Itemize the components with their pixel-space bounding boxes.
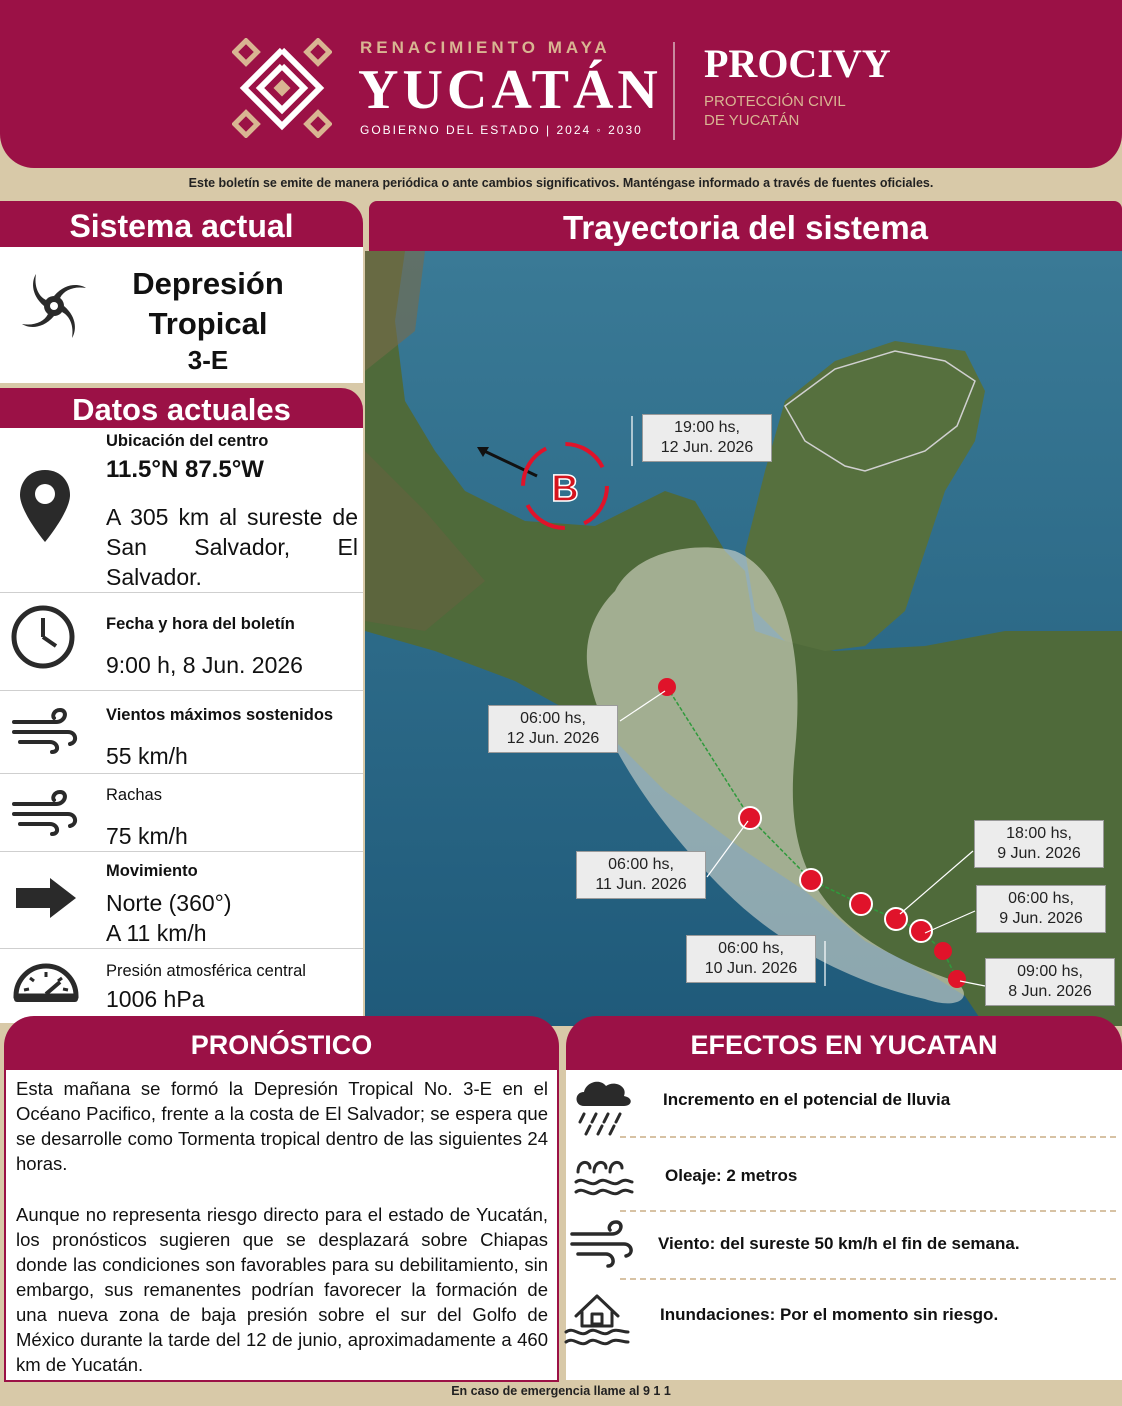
pronostico-title: PRONÓSTICO — [4, 1016, 559, 1070]
gust-icon — [10, 788, 80, 838]
vientos-value: 55 km/h — [106, 743, 188, 769]
presion-value: 1006 hPa — [106, 986, 205, 1012]
efectos-title: EFECTOS EN YUCATAN — [566, 1016, 1122, 1070]
center-distance: A 305 km al sureste de San Salvador, El Salvador. — [106, 504, 358, 590]
efecto-lluvia: Incremento en el potencial de lluvia — [663, 1090, 951, 1109]
map-label-time: 19:00 hs, — [674, 419, 740, 436]
emergency-note: En caso de emergencia llame al 9 1 1 — [451, 1384, 671, 1398]
map-label-date: 9 Jun. 2026 — [997, 845, 1081, 862]
efecto-divider — [620, 1136, 1116, 1138]
track-point — [934, 942, 952, 960]
datos-title: Datos actuales — [0, 388, 363, 428]
vientos-label: Vientos máximos sostenidos — [106, 706, 334, 724]
map-label-time: 06:00 hs, — [520, 710, 586, 727]
efecto-inundaciones: Inundaciones: Por el momento sin riesgo. — [660, 1305, 999, 1324]
sistema-title: Sistema actual — [0, 201, 363, 247]
flood-house-icon — [562, 1286, 632, 1346]
map-label-06h-12jun — [488, 705, 618, 753]
center-coordinates: 11.5°N 87.5°W — [106, 456, 264, 483]
map-label-date: 12 Jun. 2026 — [660, 439, 754, 456]
header-divider — [673, 42, 675, 140]
wind-icon — [10, 706, 80, 756]
map-label-time: 09:00 hs, — [1017, 963, 1083, 980]
waves-icon — [572, 1154, 636, 1200]
map-label-time: 06:00 hs, — [608, 856, 674, 873]
map-label-19h-12jun — [642, 414, 772, 462]
map-label-09h-8jun — [985, 958, 1115, 1006]
system-name-line-2: Tropical — [148, 306, 268, 341]
track-point — [948, 970, 966, 988]
row-divider — [0, 948, 363, 949]
map-label-06h-9jun — [976, 885, 1106, 933]
storm-symbol-icon — [800, 869, 822, 891]
clock-icon — [10, 604, 76, 670]
pressure-gauge-icon — [10, 956, 82, 1006]
brand-tagline: RENACIMIENTO MAYA — [360, 38, 611, 57]
map-label-06h-10jun — [686, 935, 816, 983]
brand-subtitle: GOBIERNO DEL ESTADO | 2024 ◦ 2030 — [360, 123, 643, 137]
storm-symbol-icon — [739, 807, 761, 829]
map-title: Trayectoria del sistema — [369, 201, 1122, 251]
row-divider — [0, 592, 363, 593]
efecto-oleaje: Oleaje: 2 metros — [665, 1166, 798, 1185]
map-label-date: 9 Jun. 2026 — [999, 910, 1083, 927]
system-name-line-1: Depresión — [132, 266, 284, 301]
pronostico-paragraph-1: Esta mañana se formó la Depresión Tropical No. 3-E en el Océano Pacifico, frente a la costa de El Salvador; se espera que se desarrolle como Tormenta tropical dentro de las siguientes 24 horas. — [16, 1078, 548, 1174]
agency-line-2: DE YUCATÁN — [704, 112, 800, 129]
map-label-06h-11jun — [576, 851, 706, 899]
agency-name: PROCIVY — [704, 41, 891, 86]
rain-icon — [570, 1076, 636, 1136]
yucatan-logo-icon — [232, 38, 332, 138]
system-id: 3-E — [187, 345, 229, 375]
storm-symbol-icon — [850, 893, 872, 915]
cyclone-icon — [16, 268, 92, 344]
fecha-label: Fecha y hora del boletín — [106, 615, 295, 633]
row-divider — [0, 773, 363, 774]
map-label-date: 12 Jun. 2026 — [506, 730, 600, 747]
agency-line-1: PROTECCIÓN CIVIL — [704, 93, 846, 110]
arrow-right-icon — [10, 876, 80, 920]
low-pressure-letter: B — [551, 468, 579, 510]
brand-title: YUCATÁN — [358, 59, 662, 121]
rachas-label: Rachas — [106, 786, 162, 804]
map-label-date: 11 Jun. 2026 — [595, 876, 687, 893]
efectos-box — [566, 1070, 1122, 1380]
location-pin-icon — [10, 466, 80, 546]
pronostico-paragraph-2: Aunque no representa riesgo directo para el estado de Yucatán, los pronósticos sugieren que se desplazará sobre Chiapas donde las condiciones son favorables para su debilitamiento, sin embargo, sus remanentes podrían favorecer la formación de una nueva zona de baja presión sobre el sur del Golfo de México durante la tarde del 12 de junio, aproximadamente a 460 km de Yucatán. — [16, 1204, 548, 1375]
map-label-date: 10 Jun. 2026 — [704, 960, 798, 977]
presion-label: Presión atmosférica central — [106, 962, 306, 980]
map-label-time: 06:00 hs, — [1008, 890, 1074, 907]
efecto-divider — [620, 1278, 1116, 1280]
agency-subtitle — [704, 92, 846, 130]
movimiento-label: Movimiento — [106, 862, 198, 880]
bulletin-note: Este boletín se emite de manera periódica o ante cambios significativos. Manténgase informado a través de fuentes oficiales. — [188, 176, 934, 190]
map-label-18h-9jun — [974, 820, 1104, 868]
movimiento-speed: A 11 km/h — [106, 920, 207, 946]
row-divider — [0, 690, 363, 691]
map-label-time: 18:00 hs, — [1006, 825, 1072, 842]
efecto-viento: Viento: del sureste 50 km/h el fin de semana. — [658, 1234, 1020, 1253]
fecha-value: 9:00 h, 8 Jun. 2026 — [106, 652, 303, 678]
ubicacion-label: Ubicación del centro — [106, 432, 269, 450]
movimiento-direction: Norte (360°) — [106, 890, 232, 916]
rachas-value: 75 km/h — [106, 823, 188, 849]
efecto-divider — [620, 1210, 1116, 1212]
map-label-time: 06:00 hs, — [718, 940, 784, 957]
system-name — [92, 264, 324, 344]
wind-icon — [568, 1218, 634, 1270]
row-divider — [0, 851, 363, 852]
map-label-date: 8 Jun. 2026 — [1008, 983, 1092, 1000]
